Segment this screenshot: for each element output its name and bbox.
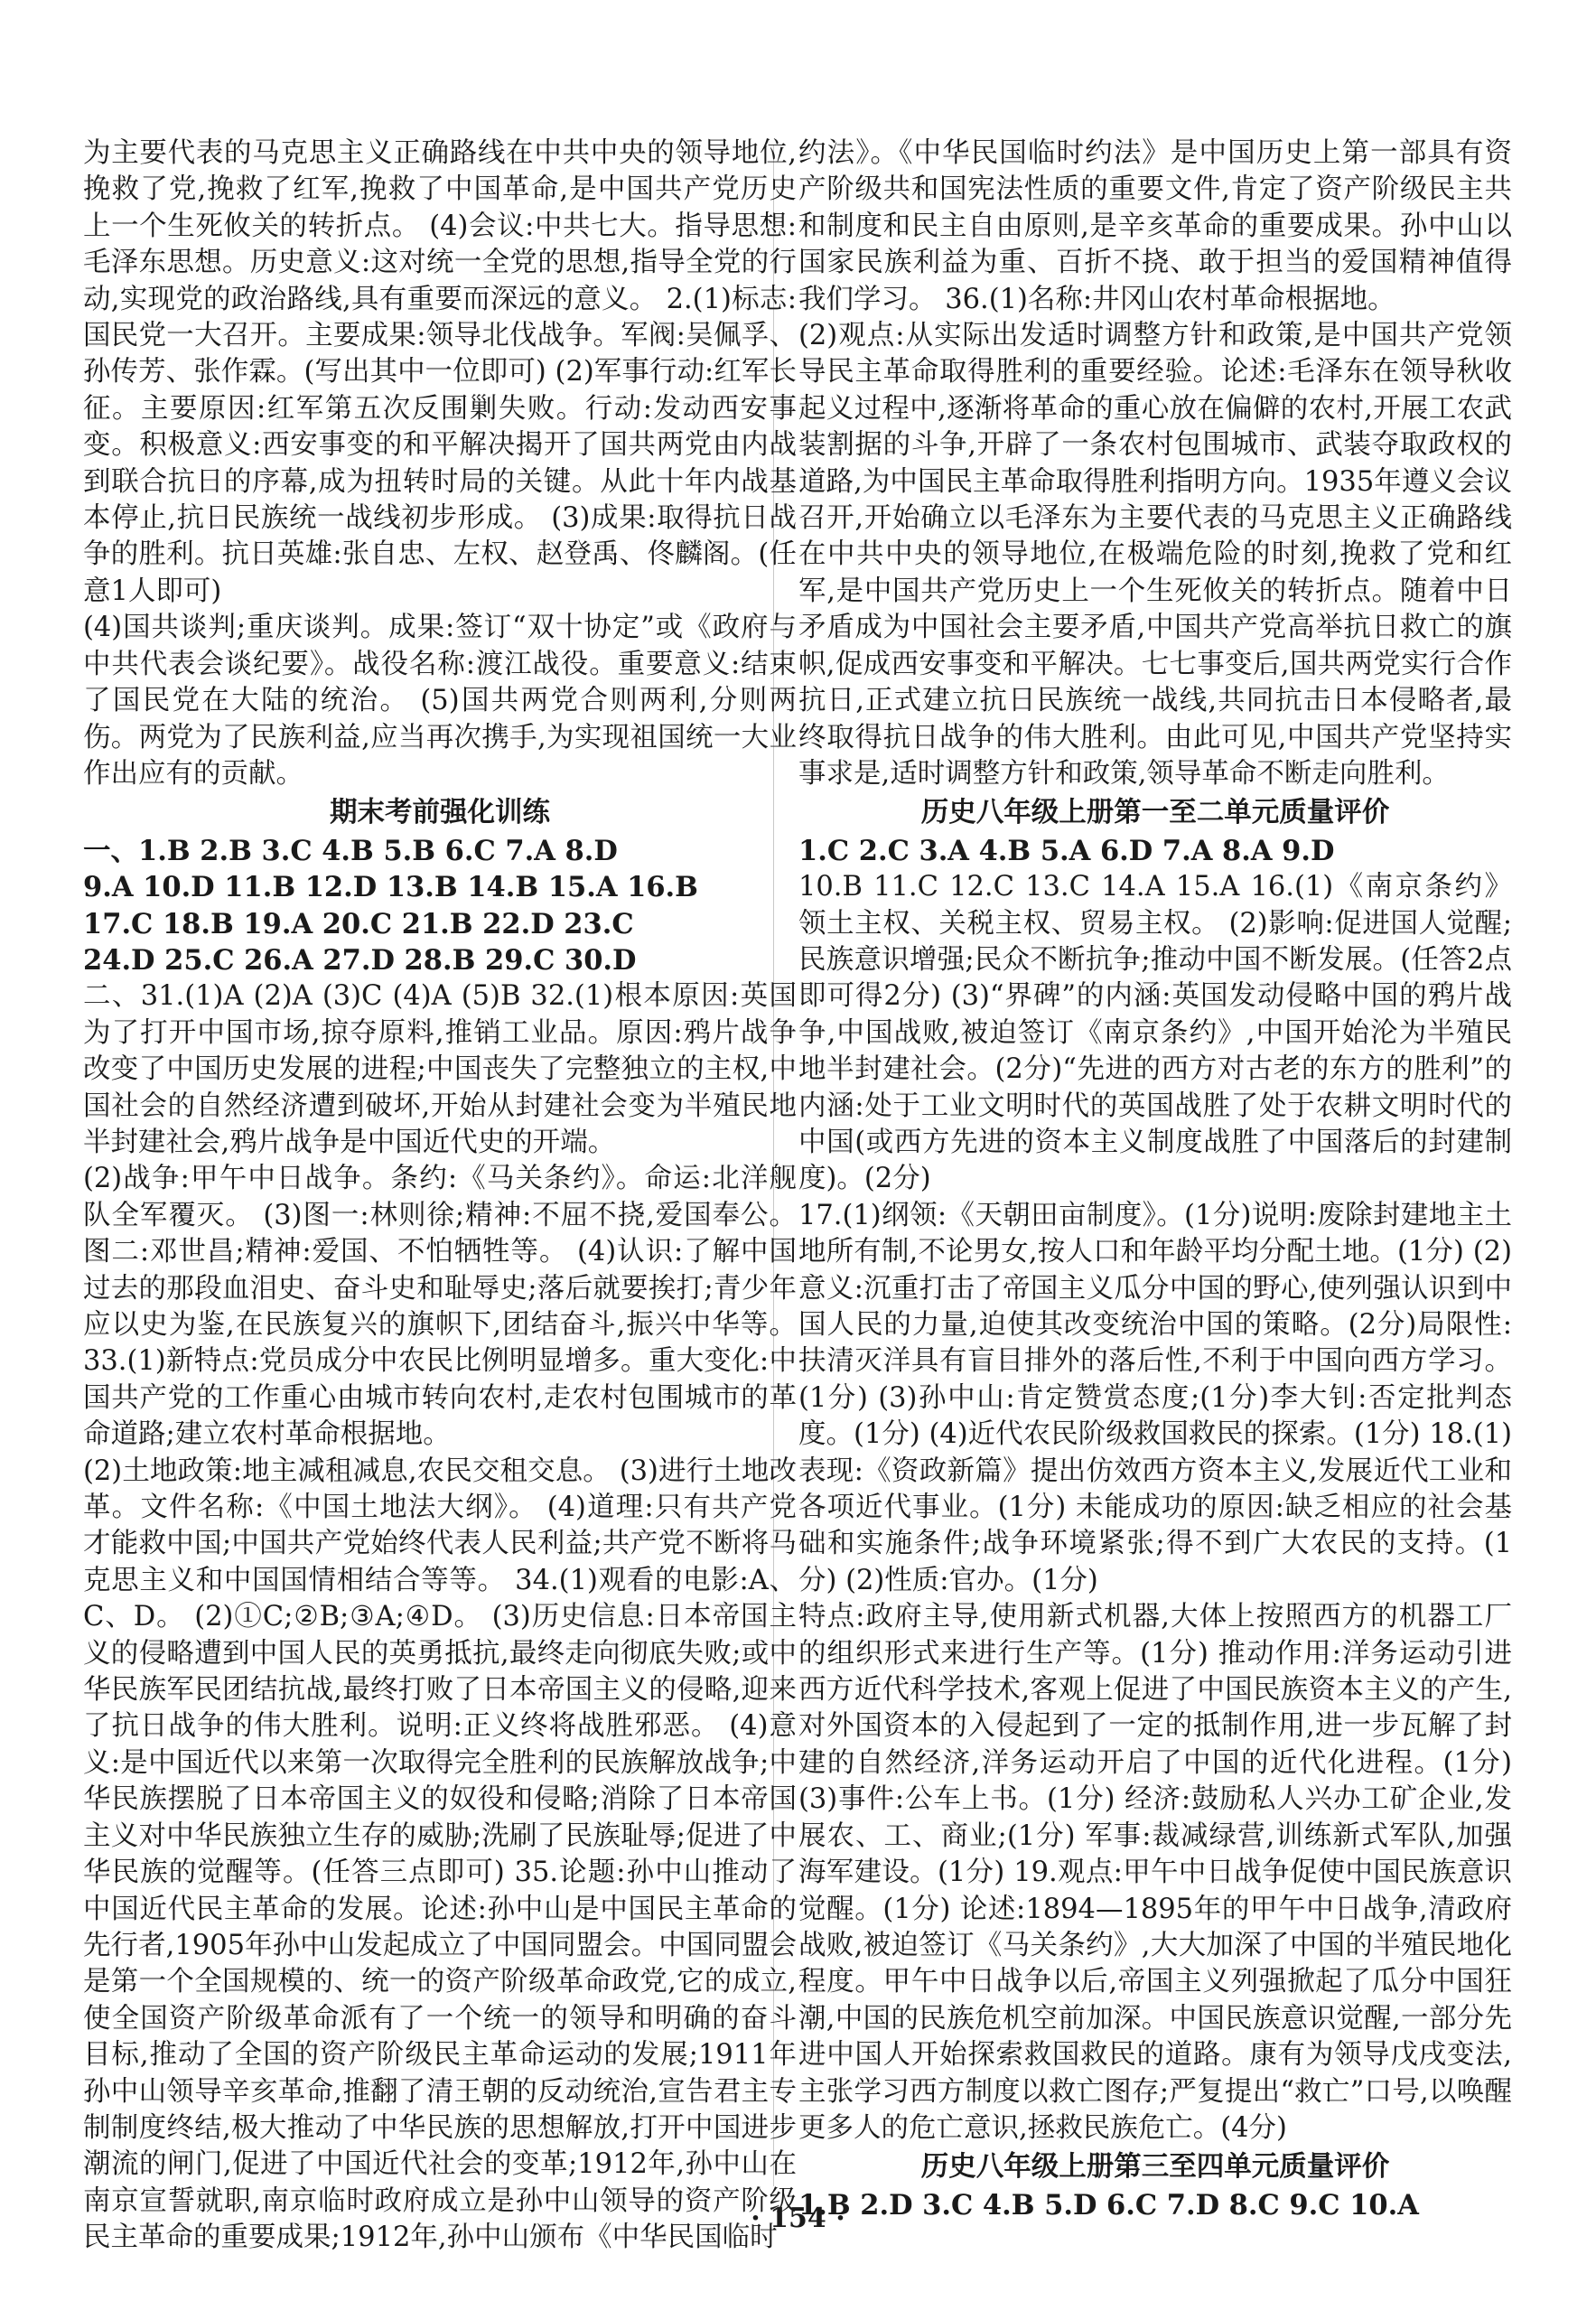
- answer-paragraph: (2)战争:甲午中日战争。条约:《马关条约》。命运:北洋舰队全军覆灭。 (3)图一:林则徐;精神:不屈不挠,爱国奉公。图二:邓世昌;精神:爱国、不怕牺牲等。 (4)认识:了解中国过去的那段血泪史、奋斗史和耻辱史;落后就要挨打;青少年应以史为鉴,在民族复兴的旗帜下,团结奋斗,振兴中华等。 33.(1)新特点:党员成分中农民比例明显增多。重大变化:中国共产党的工作重心由城市转向农村,走农村包围城市的革命道路;建立农村革命根据地。: [83, 1163, 797, 1451]
- answer-key-line: 1.B 2.D 3.C 4.B 5.D 6.C 7.D 8.C 9.C 10.A: [798, 2188, 1419, 2222]
- section-heading: 历史八年级上册第三至四单元质量评价: [920, 2150, 1390, 2184]
- answer-paragraph: 特点:政府主导,使用新式机器,大体上按照西方的机器工厂的组织形式来进行生产等。(1分) 推动作用:洋务运动引进西方近代科学技术,客观上促进了中国民族资本主义的产生,对外国资本的入侵起到了一定的抵制作用,进一步瓦解了封建的自然经济,洋务运动开启了中国的近代化进程。(1分) (3)事件:公车上书。(1分) 经济:鼓励私人兴办工矿企业,发展农、工、商业;(1分) 军事:裁减绿营,训练新式军队,加强海军建设。(1分) 19.观点:甲午中日战争促使中国民族意识觉醒。(1分) 论述:1894—1895年的甲午中日战争,清政府战败,被迫签订《马关条约》,大大加深了中国的半殖民地化程度。甲午中日战争以后,帝国主义列强掀起了瓜分中国狂潮,中国的民族危机空前加深。中国民族意识觉醒,一部分先进中国人开始探索救国救民的道路。康有为领导戊戌变法,主张学习西方制度以救亡图存;严复提出“救亡”口号,以唤醒更多人的危亡意识,拯救民族危亡。(4分): [798, 1601, 1512, 2144]
- answer-key-line: 24.D 25.C 26.A 27.D 28.B 29.C 30.D: [83, 943, 637, 977]
- answer-paragraph: (4)国共谈判;重庆谈判。成果:签订“双十协定”或《政府与中共代表会谈纪要》。战役名称:渡江战役。重要意义:结束了国民党在大陆的统治。 (5)国共两党合则两利,分则两伤。两党为了民族利益,应当再次携手,为实现祖国统一大业作出应有的贡献。: [83, 612, 797, 790]
- answer-paragraph: 为主要代表的马克思主义正确路线在中共中央的领导地位,挽救了党,挽救了红军,挽救了中国革命,是中国共产党历史上一个生死攸关的转折点。 (4)会议:中共七大。指导思想:毛泽东思想。历史意义:这对统一全党的思想,指导全党的行动,实现党的政治路线,具有重要而深远的意义。 2.(1)标志:国民党一大召开。主要成果:领导北伐战争。军阀:吴佩孚、孙传芳、张作霖。(写出其中一位即可) (2)军事行动:红军长征。主要原因:红军第五次反围剿失败。行动:发动西安事变。积极意义:西安事变的和平解决揭开了国共两党由内战到联合抗日的序幕,成为扭转时局的关键。从此十年内战基本停止,抗日民族统一战线初步形成。 (3)成果:取得抗日战争的胜利。抗日英雄:张自忠、左权、赵登禹、佟麟阁。(任意1人即可): [83, 137, 797, 607]
- section-heading: 期末考前强化训练: [330, 796, 550, 829]
- answer-paragraph: (2)观点:从实际出发适时调整方针和政策,是中国共产党领导民主革命取得胜利的重要经验。论述:毛泽东在领导秋收起义过程中,逐渐将革命的重心放在偏僻的农村,开展工农武装割据的斗争,开辟了一条农村包围城市、武装夺取政权的道路,为中国民主革命取得胜利指明方向。1935年遵义会议召开,开始确立以毛泽东为主要代表的马克思主义正确路线在中共中央的领导地位,在极端危险的时刻,挽救了党和红军,是中国共产党历史上一个生死攸关的转折点。随着中日矛盾成为中国社会主要矛盾,中国共产党高举抗日救亡的旗帜,促成西安事变和平解决。七七事变后,国共两党实行合作抗日,正式建立抗日民族统一战线,共同抗击日本侵略者,最终取得抗日战争的伟大胜利。由此可见,中国共产党坚持实事求是,适时调整方针和政策,领导革命不断走向胜利。: [798, 320, 1512, 790]
- left-column: [83, 136, 797, 2257]
- answer-paragraph: 17.(1)纲领:《天朝田亩制度》。(1分)说明:废除封建地主土地所有制,不论男女,按人口和年龄平均分配土地。(1分) (2)意义:沉重打击了帝国主义瓜分中国的野心,使列强认识到中国人民的力量,迫使其改变统治中国的策略。(2分)局限性:扶清灭洋具有盲目排外的落后性,不利于中国向西方学习。(1分) (3)孙中山:肯定赞赏态度;(1分)李大钊:否定批判态度。(1分) (4)近代农民阶级救国救民的探索。(1分) 18.(1)表现:《资政新篇》提出仿效西方资本主义,发展近代工业和各项近代事业。(1分) 未能成功的原因:缺乏相应的社会基础和实施条件;战争环境紧张;得不到广大农民的支持。(1分) (2)性质:官办。(1分): [798, 1199, 1512, 1596]
- answer-paragraph: 10.B 11.C 12.C 13.C 14.A 15.A 16.(1)《南京条约》 领土主权、关税主权、贸易主权。 (2)影响:促进国人觉醒;民族意识增强;民众不断抗争;推动中国不断发展。(任答2点即可得2分) (3)“界碑”的内涵:英国发动侵略中国的鸦片战争,中国战败,被迫签订《南京条约》,中国开始沦为半殖民地半封建社会。(2分)“先进的西方对古老的东方的胜利”的内涵:处于工业文明时代的英国战胜了处于农耕文明时代的中国(或西方先进的资本主义制度战胜了中国落后的封建制度)。(2分): [798, 871, 1512, 1195]
- answer-paragraph: 约法》。《中华民国临时约法》是中国历史上第一部具有资产阶级共和国宪法性质的重要文件,肯定了资产阶级民主共和制度和民主自由原则,是辛亥革命的重要成果。孙中山以国家民族利益为重、百折不挠、敢于担当的爱国精神值得我们学习。 36.(1)名称:井冈山农村革命根据地。: [798, 137, 1512, 315]
- answer-key-line: 1.C 2.C 3.A 4.B 5.A 6.D 7.A 8.A 9.D: [798, 834, 1335, 867]
- answer-key-line: 一、1.B 2.B 3.C 4.B 5.B 6.C 7.A 8.D: [83, 834, 618, 867]
- answer-paragraph: (2)土地政策:地主减租减息,农民交租交息。 (3)进行土地改革。文件名称:《中国土地法大纲》。 (4)道理:只有共产党才能救中国;中国共产党始终代表人民利益;共产党不断将马克思主义和中国国情相结合等等。 34.(1)观看的电影:A、C、D。 (2)①C;②B;③A;④D。 (3)历史信息:日本帝国主义的侵略遭到中国人民的英勇抵抗,最终走向彻底失败;或中华民族军民团结抗战,最终打败了日本帝国主义的侵略,迎来了抗日战争的伟大胜利。说明:正义终将战胜邪恶。 (4)意义:是中国近代以来第一次取得完全胜利的民族解放战争;中华民族摆脱了日本帝国主义的奴役和侵略;消除了日本帝国主义对中华民族独立生存的威胁;洗刷了民族耻辱;促进了中华民族的觉醒等。(任答三点即可) 35.论题:孙中山推动了中国近代民主革命的发展。论述:孙中山是中国民主革命的先行者,1905年孙中山发起成立了中国同盟会。中国同盟会是第一个全国规模的、统一的资产阶级革命政党,它的成立,使全国资产阶级革命派有了一个统一的领导和明确的奋斗目标,推动了全国的资产阶级民主革命运动的发展;1911年孙中山领导辛亥革命,推翻了清王朝的反动统治,宣告君主专制制度终结,极大推动了中华民族的思想解放,打开中国进步潮流的闸门,促进了中国近代社会的变革;1912年,孙中山在南京宣誓就职,南京临时政府成立是孙中山领导的资产阶级民主革命的重要成果;1912年,孙中山颁布《中华民国临时: [83, 1455, 797, 2254]
- answer-key-line: 9.A 10.D 11.B 12.D 13.B 14.B 15.A 16.B: [83, 871, 698, 904]
- right-column: [798, 136, 1512, 2223]
- page-number: · 154 ·: [751, 2203, 845, 2234]
- answer-paragraph: 二、31.(1)A (2)A (3)C (4)A (5)B 32.(1)根本原因:英国为了打开中国市场,掠夺原料,推销工业品。原因:鸦片战争改变了中国历史发展的进程;中国丧失了完整独立的主权,中国社会的自然经济遭到破坏,开始从封建社会变为半殖民地半封建社会,鸦片战争是中国近代史的开端。: [83, 980, 797, 1158]
- section-heading: 历史八年级上册第一至二单元质量评价: [920, 796, 1390, 829]
- answer-key-line: 17.C 18.B 19.A 20.C 21.B 22.D 23.C: [83, 907, 634, 940]
